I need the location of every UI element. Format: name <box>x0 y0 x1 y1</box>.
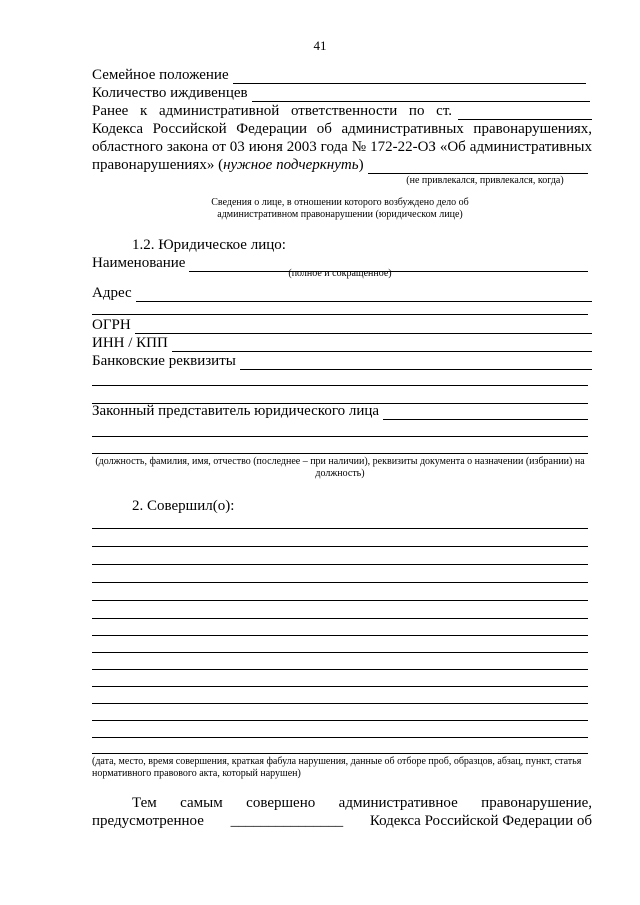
legal-entity-heading: 1.2. Юридическое лицо: <box>132 237 286 253</box>
ogrn-field[interactable] <box>135 319 592 334</box>
dependents-row <box>92 84 592 102</box>
address-field[interactable] <box>136 287 592 302</box>
prior-liability-text-4c: ) <box>358 157 364 173</box>
inn-kpp-row <box>92 334 592 352</box>
committed-line-4[interactable] <box>92 582 588 583</box>
committed-line-12[interactable] <box>92 720 588 721</box>
page-number: 41 <box>313 38 327 53</box>
legal-name-caption: (полное и сокращенное) <box>288 268 392 279</box>
legal-rep-caption: (должность, фамилия, имя, отчество (последнее – при наличии), реквизиты документа о назначении (избрании) на должность) <box>95 456 585 479</box>
legal-rep-row <box>92 402 592 420</box>
ogrn-row <box>92 316 592 334</box>
committed-line-11[interactable] <box>92 703 588 704</box>
prior-liability-text-3: областного закона от 03 июня 2003 года № 172-22-ОЗ «Об административных <box>92 139 592 155</box>
address-line-2[interactable] <box>92 314 588 315</box>
prior-liability-row <box>92 102 592 120</box>
ogrn-label: ОГРН <box>92 317 131 333</box>
legal-rep-field[interactable] <box>383 405 588 420</box>
address-label: Адрес <box>92 285 132 301</box>
committed-line-3[interactable] <box>92 564 588 565</box>
bank-details-field[interactable] <box>240 355 592 370</box>
prior-article-field[interactable] <box>458 105 592 120</box>
prior-liability-text-4a: правонарушениях» ( <box>92 157 224 173</box>
committed-line-10[interactable] <box>92 686 588 687</box>
prior-liability-text-2: Кодекса Российской Федерации об административных правонарушениях, <box>92 121 592 137</box>
bank-details-row <box>92 352 592 370</box>
bank-details-line-2[interactable] <box>92 385 588 386</box>
prior-liability-row-4 <box>92 156 592 174</box>
closing-row-2 <box>92 812 592 830</box>
address-row <box>92 284 592 302</box>
committed-line-5[interactable] <box>92 600 588 601</box>
committed-line-1[interactable] <box>92 528 588 529</box>
prior-liability-caption: (не привлекался, привлекался, когда) <box>406 175 564 186</box>
committed-heading: 2. Совершил(о): <box>132 498 235 514</box>
marital-status-row <box>92 66 592 84</box>
dependents-field[interactable] <box>252 87 590 102</box>
committed-line-6[interactable] <box>92 618 588 619</box>
closing-text-2c: Кодекса Российской Федерации об <box>369 813 592 829</box>
committed-line-13[interactable] <box>92 737 588 738</box>
dependents-label: Количество иждивенцев <box>92 85 248 101</box>
prior-liability-text: Ранее к административной ответственности по ст. <box>92 103 452 119</box>
committed-line-7[interactable] <box>92 635 588 636</box>
closing-text-2a: предусмотренное <box>92 813 204 829</box>
closing-text-1: Тем самым совершено административное правонарушение, <box>132 795 592 811</box>
legal-rep-label: Законный представитель юридического лица <box>92 403 380 419</box>
marital-status-label: Семейное положение <box>92 67 229 83</box>
inn-kpp-field[interactable] <box>172 337 592 352</box>
committed-line-2[interactable] <box>92 546 588 547</box>
closing-article-blank[interactable]: _______________ <box>230 813 344 829</box>
section-note: Сведения о лице, в отношении которого возбуждено дело об административном правонарушении (юридическом лице) <box>211 197 469 220</box>
committed-line-9[interactable] <box>92 669 588 670</box>
marital-status-field[interactable] <box>233 69 586 84</box>
underline-hint: нужное подчеркнуть <box>223 157 359 173</box>
legal-name-label: Наименование <box>92 255 186 271</box>
prior-liability-field[interactable] <box>368 159 588 174</box>
committed-line-14[interactable] <box>92 753 588 754</box>
bank-details-label: Банковские реквизиты <box>92 353 236 369</box>
committed-line-8[interactable] <box>92 652 588 653</box>
legal-rep-line-3[interactable] <box>92 453 588 454</box>
legal-rep-line-2[interactable] <box>92 436 588 437</box>
inn-kpp-label: ИНН / КПП <box>92 335 168 351</box>
committed-caption: (дата, место, время совершения, краткая фабула нарушения, данные об отборе проб, образцов, абзац, пункт, статья нормативного правового акта, который нарушен) <box>92 756 582 779</box>
